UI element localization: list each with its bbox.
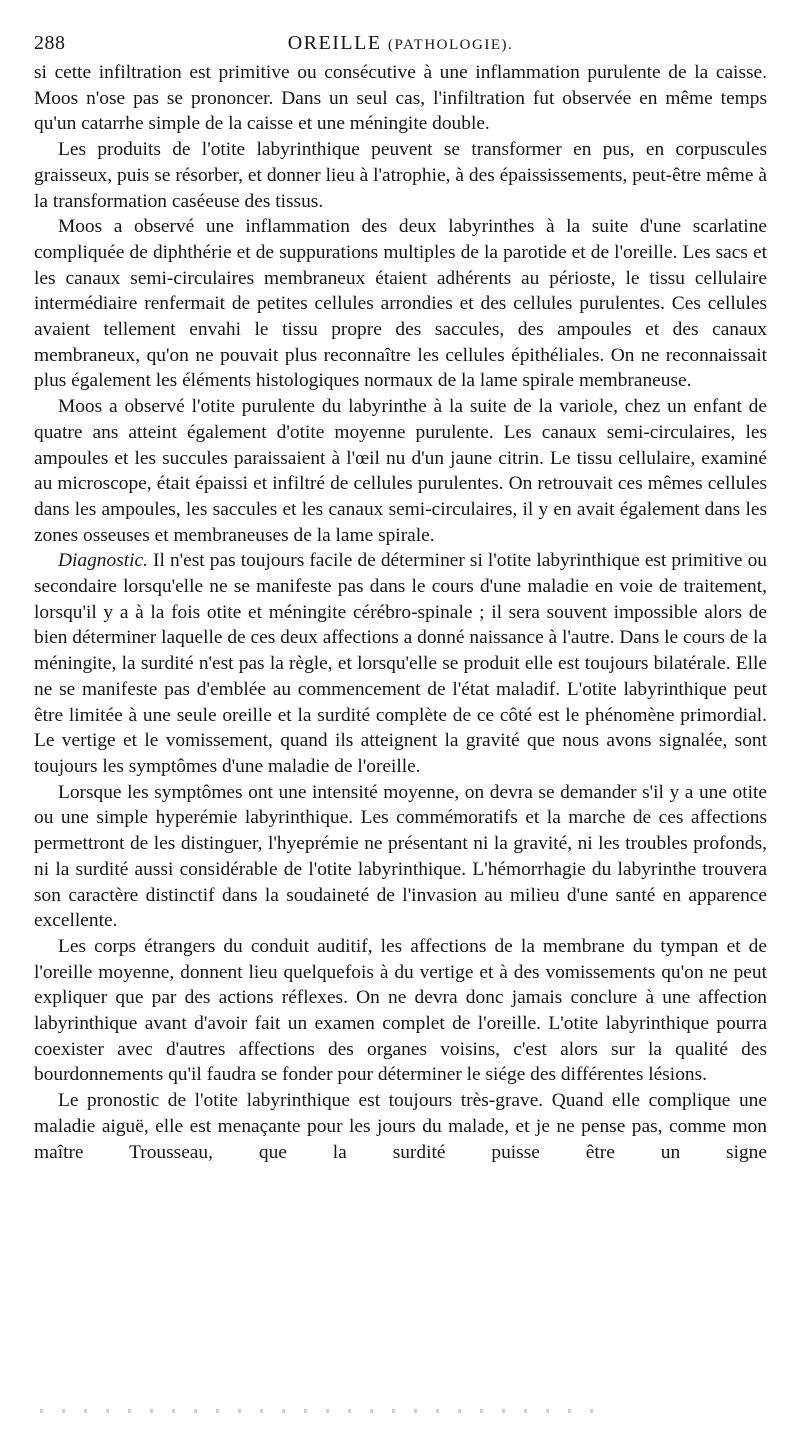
section-heading-diagnostic: Diagnostic. — [58, 550, 148, 572]
running-title-subtitle: (PATHOLOGIE). — [388, 37, 514, 53]
paragraph-hyperemie: Lorsque les symptômes ont une intensité moyenne, on devra se demander s'il y a une otite ou une simple hyperémie labyrinthique. Les commémoratifs et la marche de ces affections permettront de les distinguer, l'hyeprémie ne présentant ni la gravité, ni les troubles profonds, ni la surdité aussi considérable de l'otite labyrinthique. L'hémorrhagie du labyrinthe trouvera son caractère distinctif dans la soudaineté de l'invasion au milieu d'une santé en apparence excellente. — [34, 781, 767, 932]
page-number: 288 — [34, 32, 66, 54]
running-title-main: OREILLE — [287, 32, 382, 54]
running-title — [34, 28, 767, 60]
paragraph-diagnostic — [34, 548, 767, 779]
paragraph-scarlatine-case: Moos a observé une inflammation des deux labyrinthes à la suite d'une scarlatine compliquée de diphthérie et de suppurations multiples de la parotide et de l'oreille. Les sacs et les canaux semi-circulaires membraneux étaient adhérents au périoste, le tissu cellulaire intermédiaire renfermait de petites cellules arrondies et des cellules purulentes. Ces cellules avaient tellement envahi le tissu propre des saccules, des ampoules et des canaux membraneux, qu'on ne pouvait plus reconnaître les cellules épithéliales. On ne reconnaissait plus également les éléments histologiques normaux de la lame spirale membraneuse. — [34, 216, 767, 392]
body-text — [34, 60, 767, 1165]
paragraph-products: Les produits de l'otite labyrinthique peuvent se transformer en pus, en corpuscules graisseux, puis se résorber, et donner lieu à l'atrophie, à des épaississements, peut-être même à la transformation caséeuse des tissus. — [34, 139, 767, 212]
paragraph-foreign-bodies: Les corps étrangers du conduit auditif, les affections de la membrane du tympan et de l'oreille moyenne, donnent lieu quelquefois à du vertige et à des vomissements qu'on ne peut expliquer que par des actions réflexes. On ne devra donc jamais conclure à une affection labyrinthique avant d'avoir fait un examen complet de l'oreille. L'otite labyrinthique pourra coexister avec d'autres affections des organes voisins, c'est alors sur la qualité des bourdonnements qu'il faudra se fonder pour déterminer le siége des différentes lésions. — [34, 935, 767, 1086]
scan-artifact-line — [40, 1409, 600, 1413]
paragraph-prognosis: Le pronostic de l'otite labyrinthique est toujours très-grave. Quand elle complique une maladie aiguë, elle est menaçante pour les jours du malade, et je ne pense pas, comme mon maître Trousseau, que la surdité puisse être un signe — [34, 1090, 767, 1163]
paragraph-continued: si cette infiltration est primitive ou consécutive à une inflammation purulente de la caisse. Moos n'ose pas se prononcer. Dans un seul cas, l'infiltration fut observée en même temps qu'un catarrhe simple de la caisse et une méningite double. — [34, 62, 767, 135]
book-page — [34, 28, 767, 1165]
paragraph-variole-case: Moos a observé l'otite purulente du labyrinthe à la suite de la variole, chez un enfant de quatre ans atteint également d'otite moyenne purulente. Les canaux semi-circulaires, les ampoules et les succules paraissaient à l'œil nu d'un jaune citrin. Le tissu cellulaire, examiné au microscope, était épaissi et infiltré de cellules purulentes. On retrouvait ces mêmes cellules dans les ampoules, les saccules et les canaux semi-circulaires, il y en avait également dans les zones osseuses et membraneuses de la lame spirale. — [34, 396, 767, 546]
paragraph-diagnostic-text: Il n'est pas toujours facile de déterminer si l'otite labyrinthique est primitive ou secondaire lorsqu'elle ne se manifeste pas dans le cours d'une maladie en voie de traitement, lorsqu'il y a à la fois otite et méningite cérébro-spinale ; il sera souvent impossible alors de bien déterminer laquelle de ces deux affections a donné naissance à l'autre. Dans le cours de la méningite, la surdité n'est pas la règle, et lorsqu'elle se produit elle est toujours bilatérale. Elle ne se manifeste pas d'emblée au commencement de l'état maladif. L'otite labyrinthique peut être limitée à une seule oreille et la surdité complète de ce côté est le phénomène primordial. Le vertige et le vomissement, quand ils atteignent la gravité que nous avons signalée, sont toujours les symptômes d'une maladie de l'oreille. — [34, 550, 767, 777]
page-header — [34, 28, 767, 58]
